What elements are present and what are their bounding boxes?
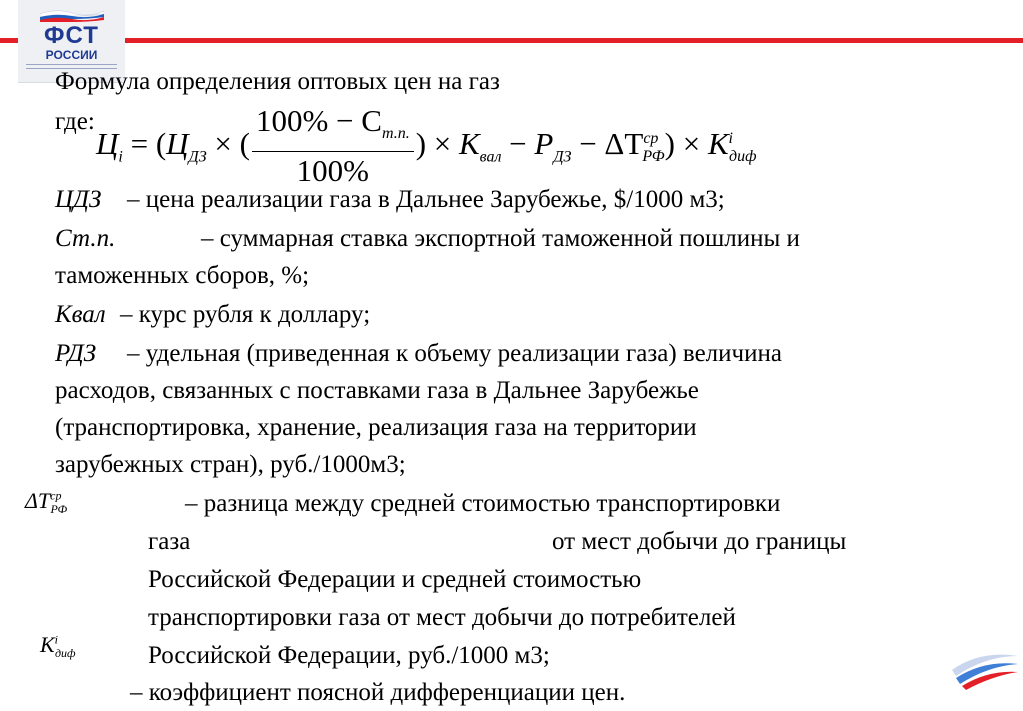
def-ctp-text-2: таможенных сборов, %; bbox=[55, 262, 310, 289]
def-ctp-term: Ст.п. bbox=[55, 225, 116, 252]
header-accent-bar-left bbox=[0, 38, 18, 43]
def-cdz-text: – цена реализации газа в Дальнее Зарубежье, $/1000 м3; bbox=[127, 186, 725, 213]
logo-text-main: ФСТ bbox=[44, 22, 99, 49]
header-accent-bar bbox=[125, 38, 1023, 43]
def-dt-text-3: Российской Федерации и средней стоимостью bbox=[148, 566, 642, 593]
flag-icon bbox=[40, 8, 104, 22]
def-ctp-text-1: – суммарная ставка экспортной таможенной пошлины и bbox=[201, 225, 800, 252]
formula-fraction: $\frac{100\% - C_{т.п.}}{100\%}$ bbox=[252, 104, 414, 190]
def-rdz-term: РДЗ bbox=[55, 340, 97, 367]
def-dt-text-4: транспортировки газа от мест добычи до потребителей bbox=[148, 604, 736, 631]
logo-text-sub: РОССИИ bbox=[45, 48, 98, 62]
def-rdz-text-1: – удельная (приведенная к объему реализации газа) величина bbox=[127, 340, 782, 367]
def-kval-text: – курс рубля к доллару; bbox=[120, 301, 371, 328]
def-rdz-text-3: (транспортировка, хранение, реализация газа на территории bbox=[55, 414, 697, 441]
def-kd-text: – коэффициент поясной дифференциации цен. bbox=[130, 679, 626, 706]
def-cdz-term: ЦДЗ bbox=[55, 186, 102, 213]
where-label: где: bbox=[55, 108, 95, 135]
def-kd-symbol: $К^i_{диф}$ bbox=[40, 632, 76, 661]
page-title: Формула определения оптовых цен на газ bbox=[55, 68, 500, 95]
flag-swoosh-icon bbox=[950, 640, 1020, 690]
def-dt-text-2a: газа bbox=[148, 528, 191, 555]
def-kval-term: Квал bbox=[55, 301, 106, 328]
def-dt-symbol: $\Delta Т^{ср}_{РФ}$ bbox=[25, 488, 68, 517]
def-rdz-text-2: расходов, связанных с поставками газа в Дальнее Зарубежье bbox=[55, 377, 699, 404]
price-formula: $Ц_i = (Ц_{ДЗ}$ × ( $\frac{100\% - C_{т.п.}}{100\%}$ ) × $К_{вал} - Р_{ДЗ} - \Delta Т^{ср}_{РФ}) \times К^i_{диф}$ bbox=[96, 103, 757, 189]
def-dt-text-1: – разница между средней стоимостью транспортировки bbox=[185, 490, 781, 517]
def-rdz-text-4: зарубежных стран), руб./1000м3; bbox=[55, 451, 406, 478]
def-dt-text-2b: от мест добычи до границы bbox=[552, 528, 847, 555]
def-dt-text-5: Российской Федерации, руб./1000 м3; bbox=[148, 642, 550, 669]
